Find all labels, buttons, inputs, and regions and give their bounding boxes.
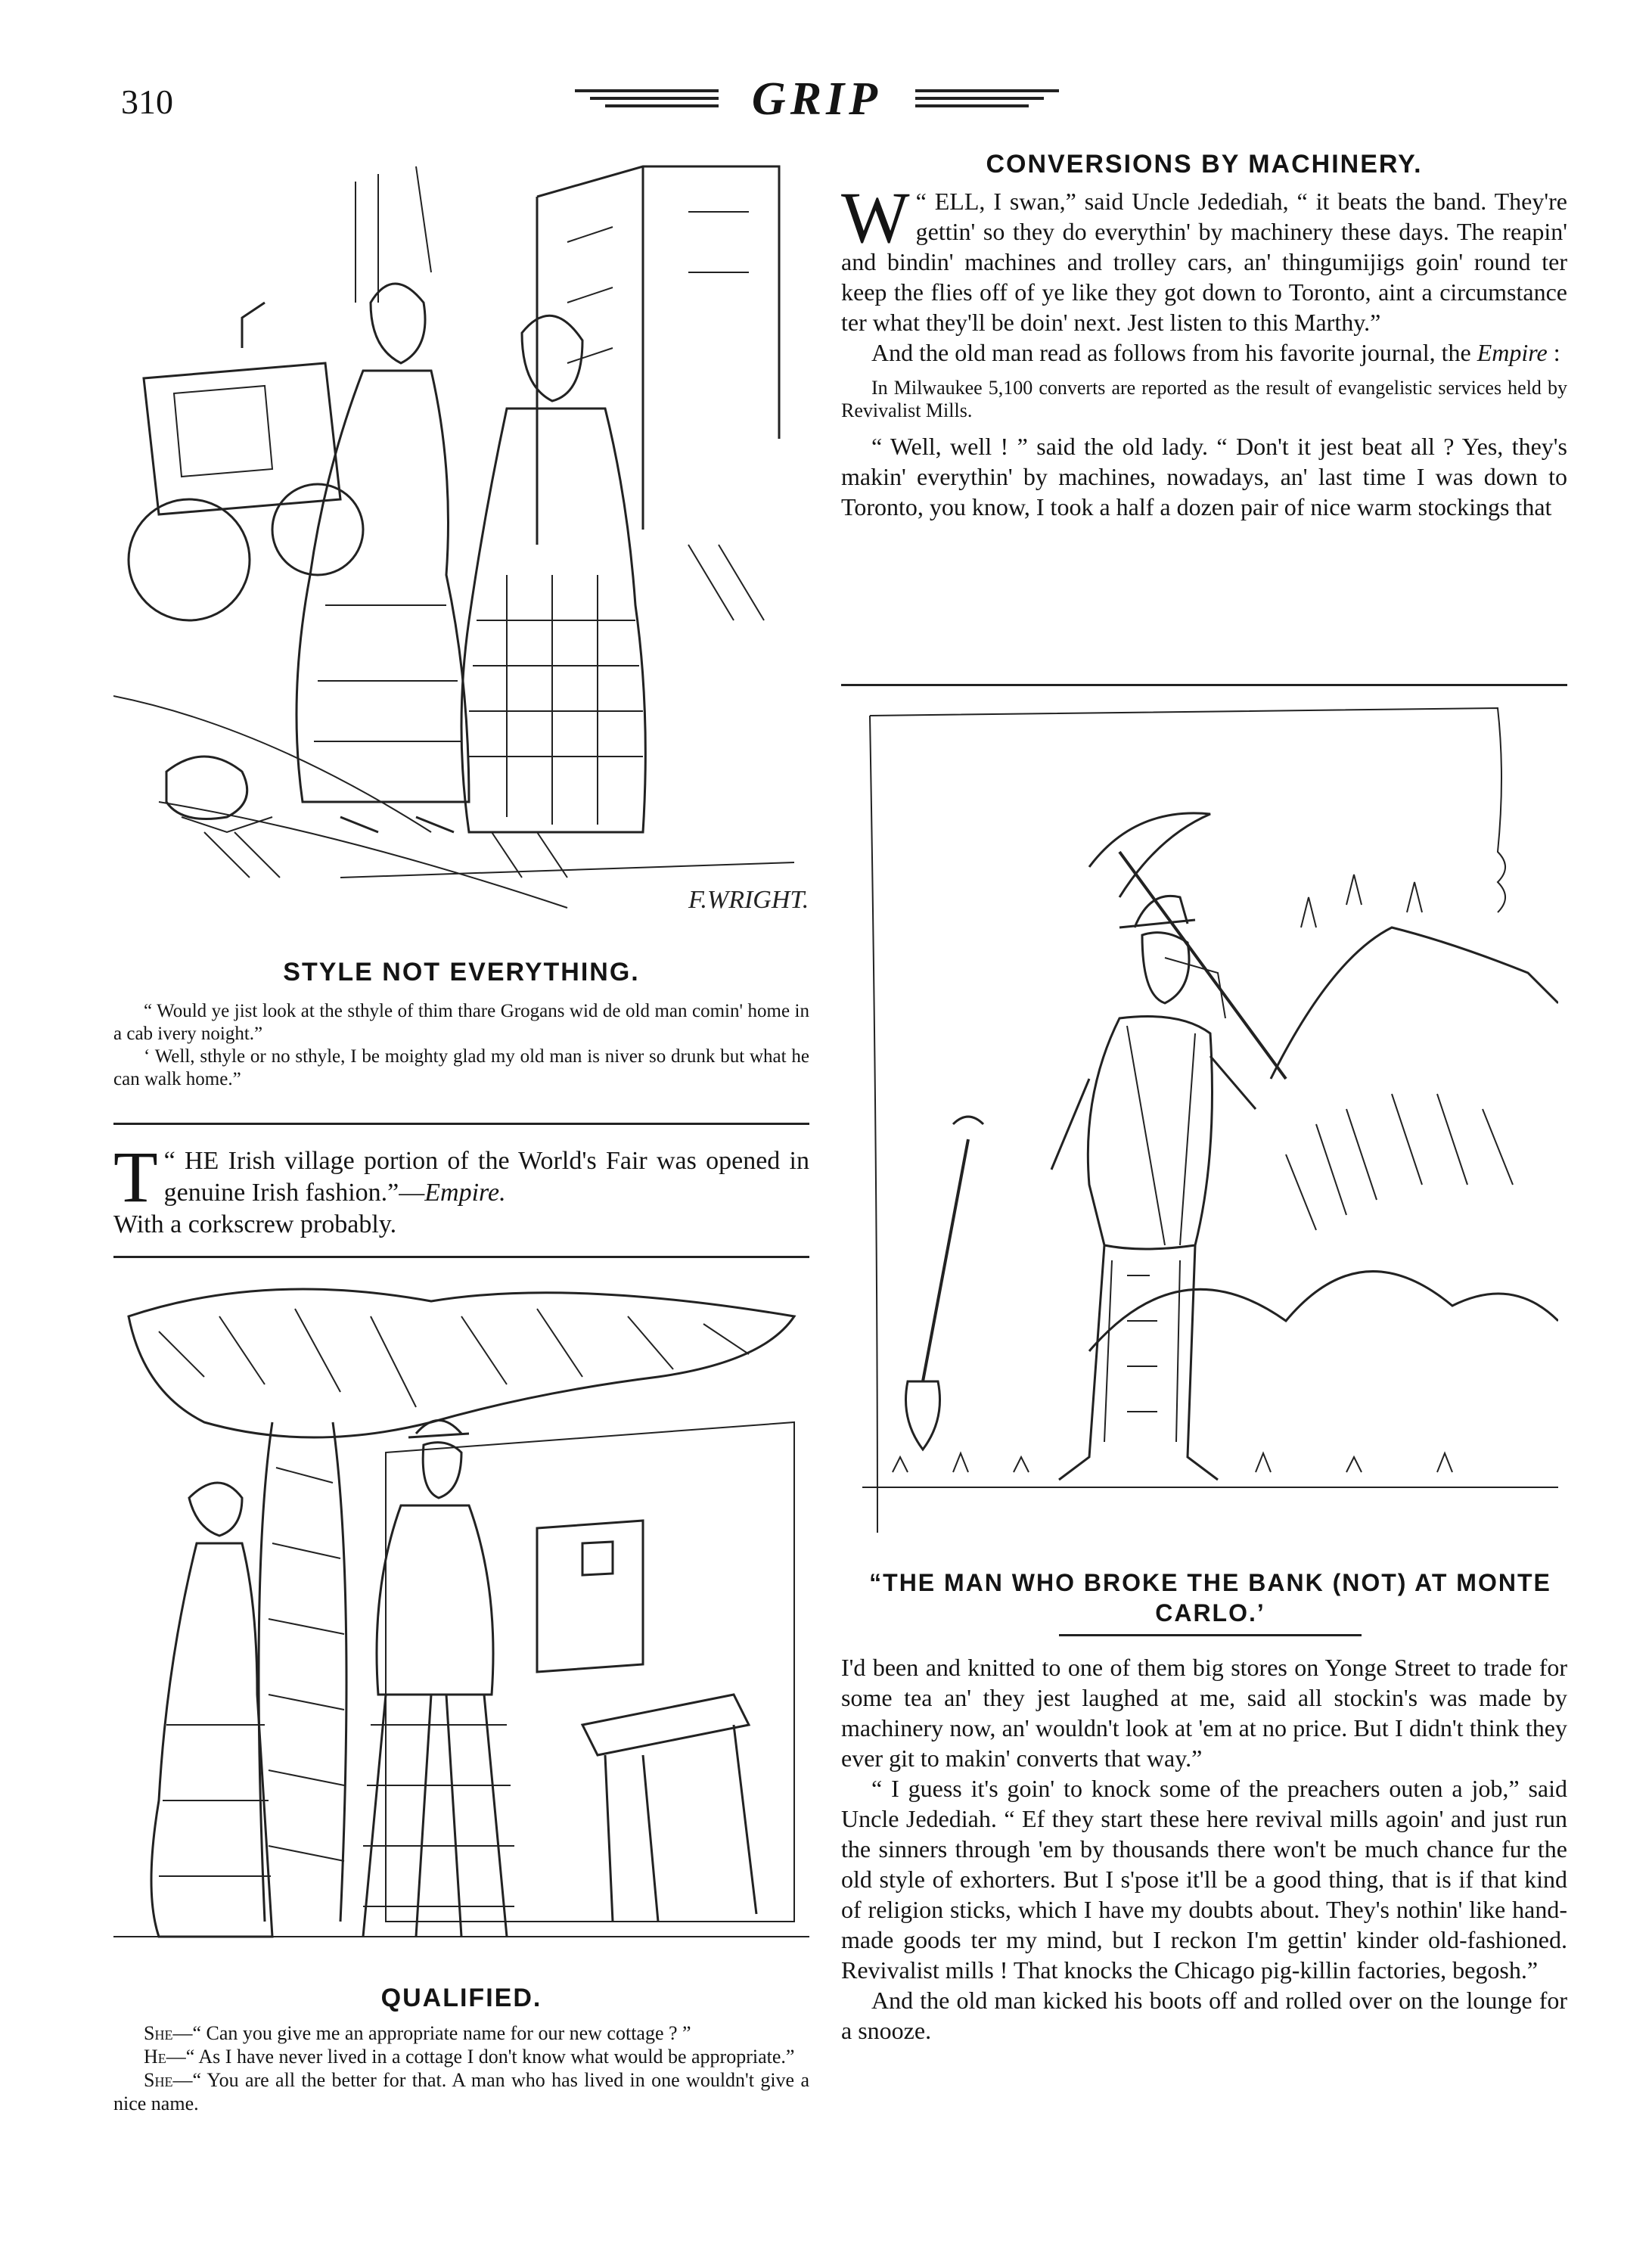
artist-signature: F.WRIGHT.: [688, 886, 809, 914]
dropcap-w: W: [841, 177, 910, 258]
style-not-everything-dialogue: [113, 1000, 809, 1091]
two-women-street-scene-image: [113, 151, 809, 931]
couple-under-tree-image: [113, 1271, 809, 1959]
source-empire: Empire.: [424, 1179, 506, 1207]
masthead-title: GRIP: [751, 73, 883, 125]
speaker-she: She: [144, 2022, 173, 2044]
qualified-line-2: [113, 2045, 809, 2068]
dialogue-line-1: “ Would ye jist look at the sthyle of thim thare Grogans wid de old man comin' home in a cab ivery noight.”: [113, 1001, 809, 1044]
masthead-rule-right-2: [915, 97, 1044, 100]
conversions-intro: [841, 177, 1568, 522]
divider-rule: [841, 684, 1567, 686]
speaker-he: He: [144, 2046, 166, 2068]
qualified-dialogue: [113, 2021, 809, 2115]
masthead: [575, 73, 1059, 126]
irish-village-reply: With a corkscrew probably.: [113, 1210, 397, 1238]
style-not-everything-heading: STYLE NOT EVERYTHING.: [283, 958, 640, 986]
dialogue-line-2: ‘ Well, sthyle or no sthyle, I be moighty glad my old man is niver so drunk but what he can walk home.”: [113, 1046, 809, 1089]
conversions-paragraph-5: “ I guess it's goin' to knock some of the preachers outen a job,” said Uncle Jedediah. “ Ef they start these here revival mills agoin' and just run the sinners through 'em by thousands there won't be much chance fur the old style of exhorters. But I s'pose it'll be a good thing, that is if that kind of religion sticks, which I have my doubts about. They's nothin' like hand-made goods ter my mind, but I reckon I'm gettin' kinder old-fashioned. Revivalist mills ! That knocks the Chicago pig-killin factories, begosh.”: [841, 1775, 1567, 1984]
masthead-rule-left-2: [590, 97, 719, 100]
qualified-illustration: [113, 1271, 809, 1959]
man-with-pickaxe-image: [862, 701, 1558, 1555]
qualified-line-1: [113, 2021, 809, 2045]
source-empire: Empire: [1477, 339, 1548, 366]
qualified-line-1-text: —“ Can you give me an appropriate name for our new cottage ? ”: [172, 2022, 691, 2044]
divider-rule: [113, 1256, 809, 1258]
conversions-paragraph-3: “ Well, well ! ” said the old lady. “ Don't it jest beat all ? Yes, they's makin' everythin' by machines, nowadays, an' last time I was down to Toronto, you know, I took a half a dozen pair of nice warm stockings that: [841, 433, 1567, 520]
conversions-paragraph-6: And the old man kicked his boots off and rolled over on the lounge for a snooze.: [841, 1987, 1567, 2044]
empire-quote: In Milwaukee 5,100 converts are reported as the result of evangelistic services held by Revivalist Mills.: [841, 377, 1567, 421]
p2-end: :: [1547, 339, 1560, 366]
irish-village-body: HE Irish village portion of the World's Fair was opened in genuine Irish fashion.”—: [163, 1147, 809, 1207]
monte-carlo-illustration: [862, 701, 1558, 1555]
qualified-line-3-text: —“ You are all the better for that. A man who has lived in one wouldn't give a nice name.: [113, 2069, 809, 2114]
monte-carlo-caption: “THE MAN WHO BROKE THE BANK (NOT) AT MONTE CARLO.’: [869, 1569, 1551, 1627]
quote-open: “: [163, 1147, 185, 1175]
dropcap-t: T: [113, 1136, 158, 1217]
speaker-she-2: She: [144, 2069, 173, 2091]
masthead-rule-left: [575, 89, 719, 92]
qualified-line-3: [113, 2068, 809, 2115]
qualified-heading: QUALIFIED.: [380, 1984, 542, 2012]
short-divider-rule: [1059, 1634, 1362, 1636]
irish-village-paragraph: [113, 1136, 809, 1241]
style-not-everything-illustration: [113, 151, 809, 931]
quote-open: “: [915, 188, 935, 215]
conversions-paragraph-1-text: ELL, I swan,” said Uncle Jedediah, “ it beats the band. They're gettin' so they do everythin' by machinery these days. The reapin' and bindin' machines and trolley cars, an' thingumijigs goin' round ter keep the flies off of ye like they got down to Toronto, aint a circumstance ter what they'll be doin' next. Jest listen to this Marthy.”: [841, 188, 1568, 336]
conversions-heading: CONVERSIONS BY MACHINERY.: [986, 150, 1423, 179]
qualified-line-2-text: —“ As I have never lived in a cottage I don't know what would be appropriate.”: [166, 2046, 795, 2068]
conversions-paragraph-2: [841, 337, 1567, 368]
p2-start: And the old man read as follows from his favorite journal, the: [871, 339, 1477, 366]
divider-rule: [113, 1123, 809, 1125]
masthead-rule-left-3: [605, 104, 719, 107]
irish-village-text: [113, 1136, 809, 1217]
masthead-rule-right-3: [915, 104, 1029, 107]
conversions-continued: [841, 1652, 1567, 2046]
masthead-rule-right: [915, 89, 1059, 92]
conversions-paragraph-1: [841, 177, 1568, 337]
conversions-paragraph-4: I'd been and knitted to one of them big stores on Yonge Street to trade for some tea an' they jest laughed at me, said all stockin's was made by machinery now, an' wouldn't look at 'em at no price. But I didn't think they ever git to makin' converts that way.”: [841, 1654, 1567, 1772]
page-number: 310: [121, 82, 173, 121]
